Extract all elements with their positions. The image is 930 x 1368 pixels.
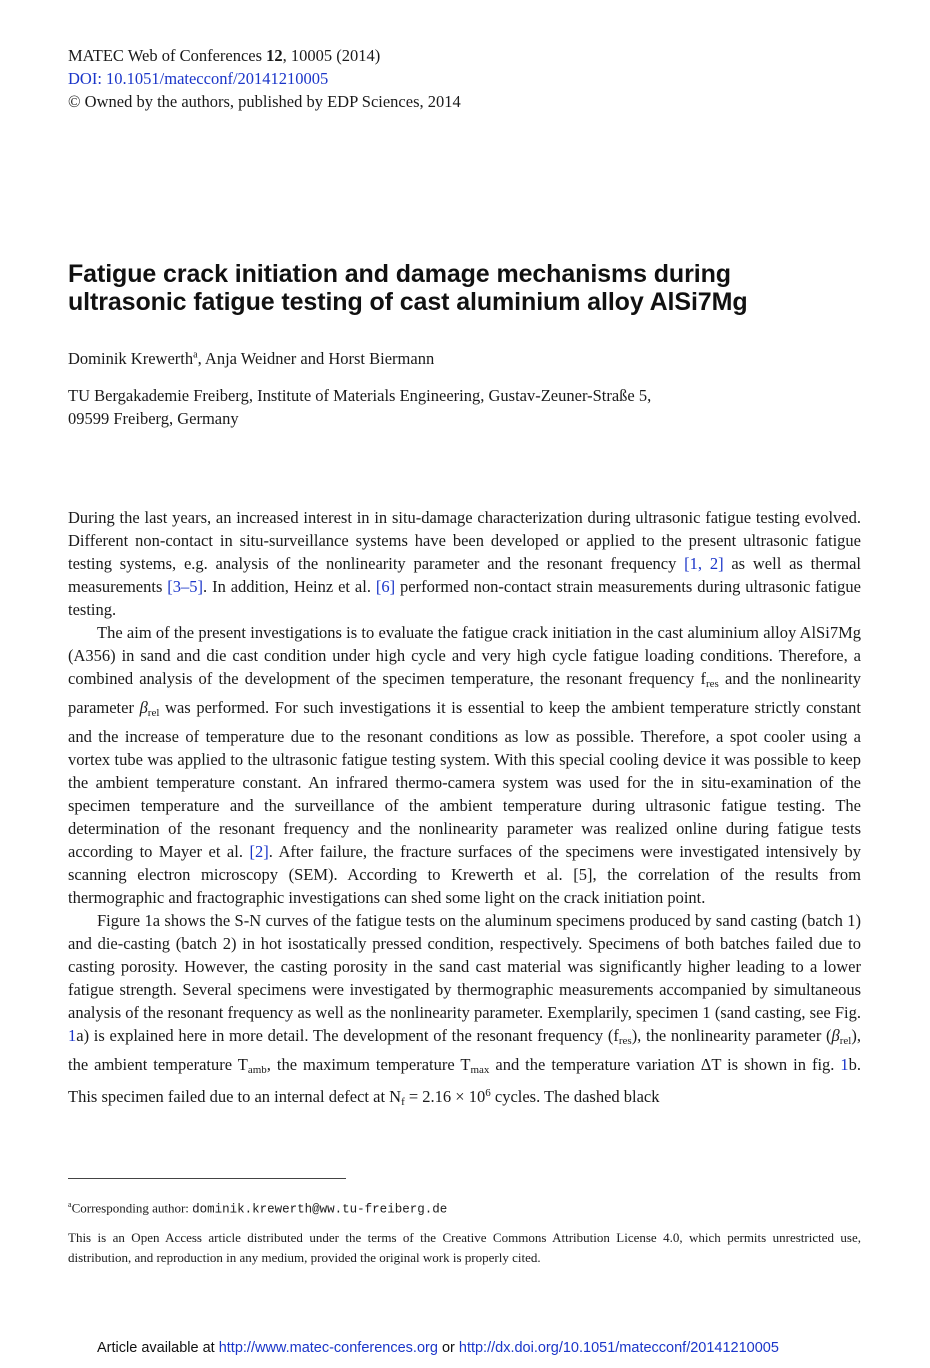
affiliation: TU Bergakademie Freiberg, Institute of Materials Engineering, Gustav-Zeuner-Straße 5, 09599 Freiberg, Germany <box>68 386 652 428</box>
doi-link[interactable]: DOI: 10.1051/matecconf/20141210005 <box>68 69 329 88</box>
paragraph-1: During the last years, an increased interest in in situ-damage characterization during ultrasonic fatigue testing evolved. Different non-contact in situ-surveillance systems have been developed or applied to the present ultrasonic fatigue testing systems, e.g. analysis of the nonlinearity parameter and the resonant frequency [1, 2] as well as thermal measurements [3–5]. In addition, Heinz et al. [6] performed non-contact strain measurements during ultrasonic fatigue testing. <box>68 508 861 619</box>
paragraph-2: The aim of the present investigations is to evaluate the fatigue crack initiation in the cast aluminium alloy AlSi7Mg (A356) in sand and die cast condition under high cycle and very high cycle fatigue loading conditions. Therefore, a combined analysis of the development of the specimen temperature, the resonant frequency $f_{res}$ and the nonlinearity parameter $\beta_{rel}$ was performed. For such investigations it is essential to keep the ambient temperature strictly constant and the increase of temperature due to the resonant conditions as low as possible. Therefore, a spot cooler using a vortex tube was applied to the ultrasonic fatigue testing system. With this special cooling device it was possible to keep the ambient temperature constant. An infrared thermo-camera system was used for the in situ-examination of the specimen temperature and the surveillance of the ambient temperature during ultrasonic fatigue testing. The determination of the resonant frequency and the nonlinearity parameter was realized online during fatigue tests according to Mayer et al. [2]. After failure, the fracture surfaces of the specimens were investigated intensively by scanning electron microscopy (SEM). According to Krewerth et al. [5], the correlation of the results from thermographic and fractographic investigations can shed some light on the crack initiation point. <box>68 623 862 907</box>
copyright-line: © Owned by the authors, published by EDP Sciences, 2014 <box>68 92 461 111</box>
footnote-divider <box>68 1178 346 1179</box>
figure-link[interactable]: 1 <box>840 1055 849 1074</box>
author-email[interactable]: dominik.krewerth@ww.tu-freiberg.de <box>192 1202 448 1217</box>
paragraph-3: Figure 1a shows the S-N curves of the fatigue tests on the aluminum specimens produced by sand casting (batch 1) and die-casting (batch 2) in hot isostatically pressed condition, respectively. Specimens of both batches failed due to casting porosity. However, the casting porosity in the sand cast material was significantly higher leading to a lower fatigue strength. Several specimens were investigated by thermographic measurements accompanied by simultaneous analysis of the resonant frequency as well as the nonlinearity parameter. Exemplarily, specimen 1 (sand casting, see Fig. 1a) is explained here in more detail. The development of the resonant frequency $(f_{res})$, the nonlinearity parameter $(\beta_{rel})$, the ambient temperature $T_{amb}$, the maximum temperature $T_{max}$ and the temperature variation ΔT is shown in fig. 1b. This specimen failed due to an internal defect at $N_f = 2.16 \times 10^6$ cycles. The dashed black <box>68 911 862 1108</box>
journal-citation: MATEC Web of Conferences 12, 10005 (2014) <box>68 46 381 65</box>
body-text <box>68 506 861 1114</box>
page-footer: Article available at http://www.matec-conferences.org or http://dx.doi.org/10.1051/matecconf/20141210005 <box>97 1340 779 1356</box>
license-notice: This is an Open Access article distributed under the terms of the Creative Commons Attribution License 4.0, which permits unrestricted use, distribution, and reproduction in any medium, provided the original work is properly cited. <box>68 1230 861 1265</box>
citation-link[interactable]: [1, 2] <box>684 554 724 573</box>
journal-header <box>68 44 461 113</box>
figure-link[interactable]: 1 <box>68 1026 77 1045</box>
matec-site-link[interactable]: http://www.matec-conferences.org <box>218 1340 438 1356</box>
corresponding-author-footnote: $^a$Corresponding author: dominik.krewerth@ww.tu-freiberg.de <box>68 1200 448 1217</box>
citation-link[interactable]: [6] <box>375 577 396 596</box>
citation-link[interactable]: [3–5] <box>167 577 204 596</box>
citation-link[interactable]: [2] <box>249 842 269 861</box>
doi-url-link[interactable]: http://dx.doi.org/10.1051/matecconf/20141210005 <box>458 1340 779 1356</box>
paper-title: Fatigue crack initiation and damage mechanisms during ultrasonic fatigue testing of cast aluminium alloy AlSi7Mg <box>68 260 748 316</box>
author-list: Dominik Krewerth$^a$, Anja Weidner and Horst Biermann <box>68 349 435 368</box>
